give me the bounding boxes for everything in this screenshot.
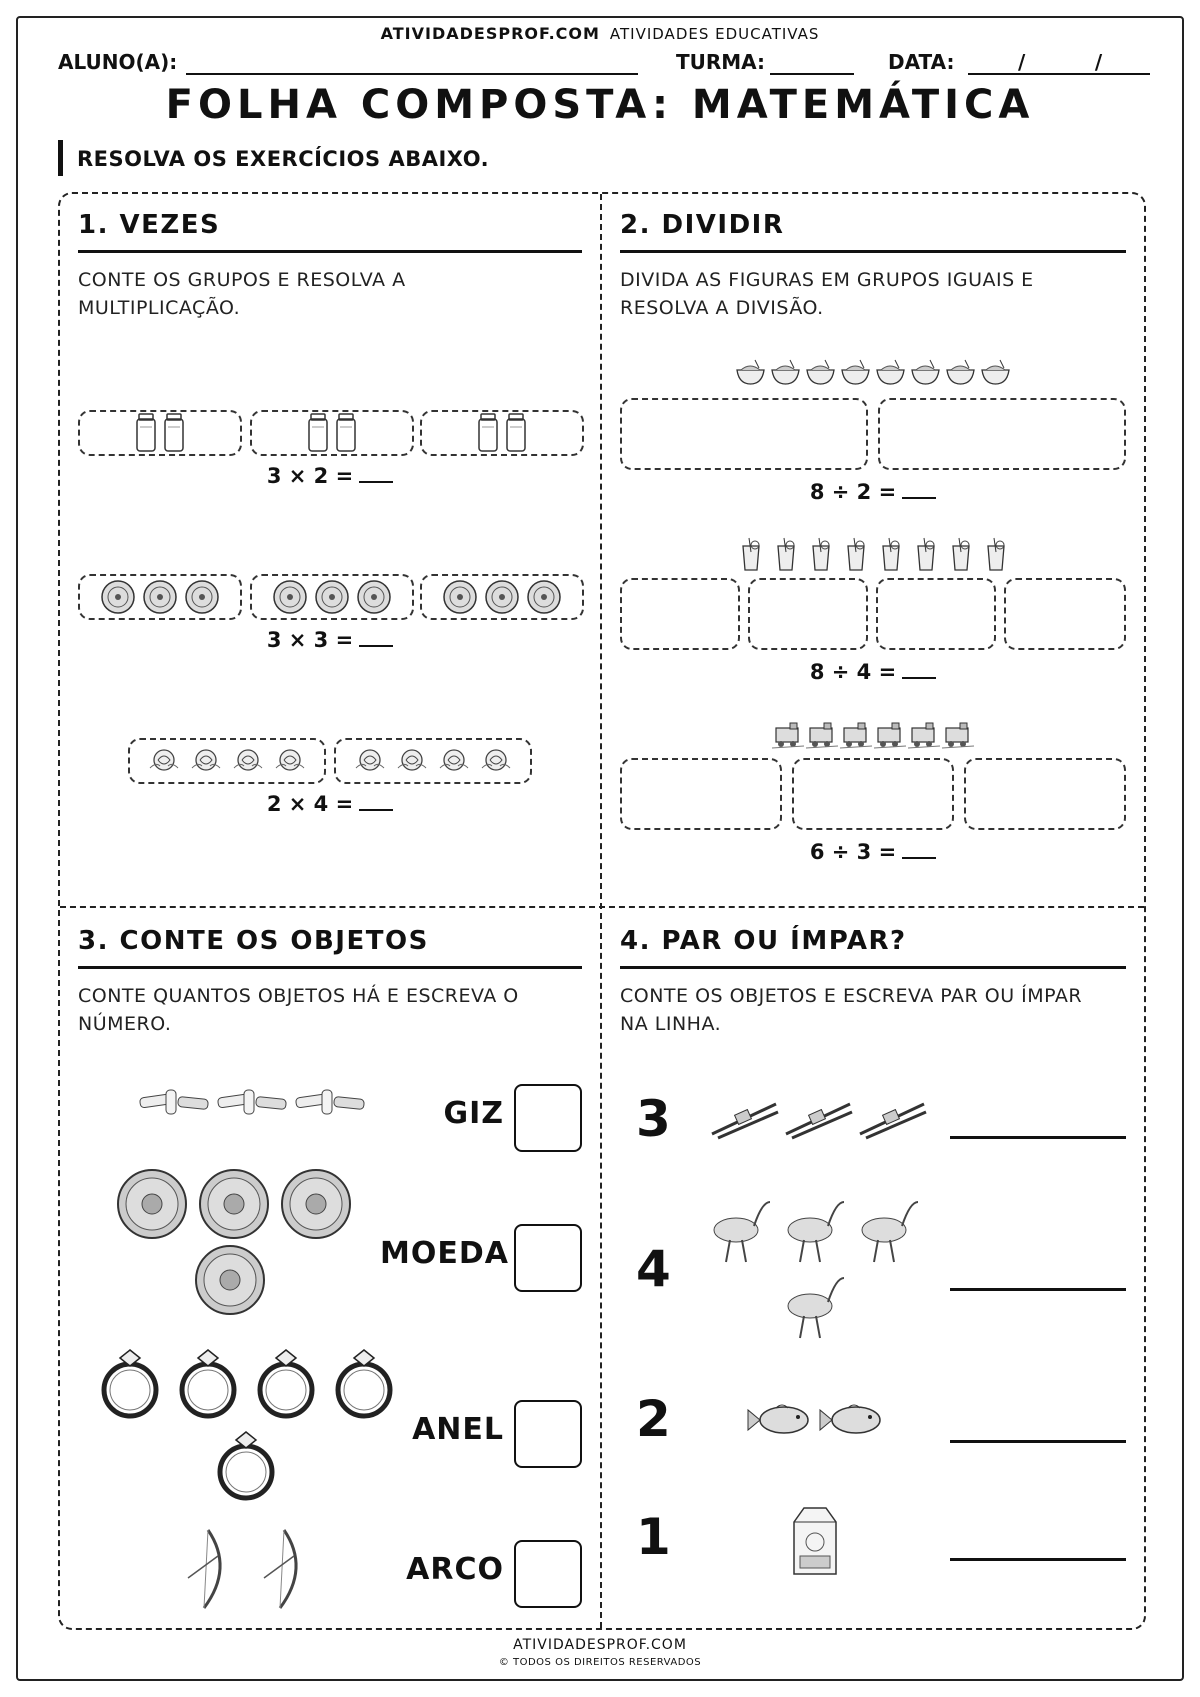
wheel-icon [142, 579, 178, 615]
horizontal-divider [60, 906, 1144, 908]
equation-text: 2 × 4 = [266, 792, 354, 816]
par-impar-line[interactable] [950, 1136, 1126, 1139]
bowl-icon [770, 356, 801, 388]
rose-icon [394, 746, 430, 776]
section-4-title: 4. PAR OU ÍMPAR? [620, 926, 907, 956]
site-header [0, 24, 1200, 43]
section-2-title: 2. DIVIDIR [620, 210, 785, 240]
section-1-desc-line-2: MULTIPLICAÇÃO. [78, 297, 241, 319]
wheel-icon [356, 579, 392, 615]
coins-group [116, 1168, 352, 1316]
coin-icon [200, 1170, 268, 1238]
giz-label: GIZ [443, 1096, 504, 1131]
par-impar-line[interactable] [950, 1440, 1126, 1443]
bowl-icon [735, 356, 766, 388]
arco-label: ARCO [406, 1552, 504, 1587]
juice-glass-icon [775, 538, 797, 572]
par-impar-line[interactable] [950, 1288, 1126, 1291]
bow-icon [264, 1530, 296, 1608]
turma-label: TURMA: [676, 50, 766, 74]
juice-glass-icon [810, 538, 832, 572]
bowl-icon [945, 356, 976, 388]
wheel-icon [484, 579, 520, 615]
date-slashes: / / [1018, 50, 1103, 74]
data-label: DATA: [888, 50, 955, 74]
section-3-title: 3. CONTE OS OBJETOS [78, 926, 429, 956]
train-icon [840, 720, 872, 750]
answer-blank[interactable] [359, 809, 393, 811]
bowl-icon [980, 356, 1011, 388]
count-number: 1 [636, 1508, 671, 1566]
equation-text: 8 ÷ 4 = [809, 660, 897, 684]
moeda-answer-box[interactable] [514, 1224, 582, 1292]
rose-icon [352, 746, 388, 776]
chalk-group [138, 1088, 368, 1118]
par-impar-line[interactable] [950, 1558, 1126, 1561]
ostrich-icon [788, 1278, 844, 1338]
section-3-rule [78, 966, 582, 969]
section-4-description [620, 982, 1082, 1038]
division-box[interactable] [620, 398, 868, 470]
section-2-desc-line-2: RESOLVA A DIVISÃO. [620, 297, 824, 319]
bowl-icon [840, 356, 871, 388]
equation-2 [78, 628, 582, 652]
ostrich-icon [788, 1202, 844, 1262]
group-box [334, 738, 532, 784]
aluno-field[interactable] [186, 73, 638, 75]
juice-glass-icon [740, 538, 762, 572]
jar-icon [163, 413, 185, 453]
coin-icon [196, 1246, 264, 1314]
giz-answer-box[interactable] [514, 1084, 582, 1152]
answer-blank[interactable] [902, 677, 936, 679]
train-icon [874, 720, 906, 750]
footer-site: ATIVIDADESPROF.COM [513, 1637, 687, 1653]
ski-icon [708, 1098, 780, 1140]
juice-glass-icon [985, 538, 1007, 572]
section-3-desc-line-1: CONTE QUANTOS OBJETOS HÁ E ESCREVA O [78, 985, 519, 1007]
fish-icon [818, 1400, 888, 1440]
equation-text: 3 × 3 = [266, 628, 354, 652]
answer-blank[interactable] [359, 481, 393, 483]
ski-icon [782, 1098, 854, 1140]
wheel-icon [314, 579, 350, 615]
equation-4 [620, 480, 1126, 504]
section-4-desc-line-1: CONTE OS OBJETOS E ESCREVA PAR OU ÍMPAR [620, 985, 1083, 1007]
train-icon [772, 720, 804, 750]
ostrich-icon [714, 1202, 770, 1262]
rose-icon [272, 746, 308, 776]
ski-group [708, 1098, 928, 1140]
answer-blank[interactable] [902, 857, 936, 859]
equation-text: 8 ÷ 2 = [809, 480, 897, 504]
bowl-icon [875, 356, 906, 388]
count-number: 3 [636, 1090, 671, 1148]
equation-1 [78, 464, 582, 488]
wheel-icon [100, 579, 136, 615]
section-1-title: 1. VEZES [78, 210, 221, 240]
section-3-description [78, 982, 519, 1038]
arco-answer-box[interactable] [514, 1540, 582, 1608]
rose-icon [146, 746, 182, 776]
items-row [620, 538, 1126, 576]
section-2-desc-line-1: DIVIDA AS FIGURAS EM GRUPOS IGUAIS E [620, 269, 1034, 291]
rings-group [96, 1350, 396, 1510]
juice-glass-icon [845, 538, 867, 572]
section-2-rule [620, 250, 1126, 253]
ring-icon [260, 1350, 312, 1416]
instruction: RESOLVA OS EXERCÍCIOS ABAIXO. [58, 140, 489, 176]
train-icon [942, 720, 974, 750]
anel-label: ANEL [412, 1412, 504, 1447]
wheel-icon [526, 579, 562, 615]
fish-icon [746, 1400, 816, 1440]
wheel-icon [184, 579, 220, 615]
rose-icon [436, 746, 472, 776]
ostrich-icon [862, 1202, 918, 1262]
group-box [420, 410, 584, 456]
equation-text: 6 ÷ 3 = [809, 840, 897, 864]
ostrich-group [710, 1196, 930, 1342]
juice-glass-icon [915, 538, 937, 572]
wheel-icon [442, 579, 478, 615]
chalk-icon [216, 1088, 290, 1118]
turma-field[interactable] [770, 73, 854, 75]
train-icon [908, 720, 940, 750]
section-2-description [620, 266, 1034, 322]
coin-icon [118, 1170, 186, 1238]
answer-blank[interactable] [359, 645, 393, 647]
jar-icon [135, 413, 157, 453]
rose-icon [188, 746, 224, 776]
equation-5 [620, 660, 1126, 684]
site-tagline: ATIVIDADES EDUCATIVAS [609, 25, 820, 43]
answer-blank[interactable] [902, 497, 936, 499]
jar-icon [307, 413, 329, 453]
ring-icon [220, 1432, 272, 1498]
page-title: FOLHA COMPOSTA: MATEMÁTICA [165, 82, 1035, 128]
aluno-label: ALUNO(A): [58, 50, 178, 74]
equation-3 [78, 792, 582, 816]
wheel-icon [272, 579, 308, 615]
division-box[interactable] [1004, 578, 1126, 650]
footer-rights: © TODOS OS DIREITOS RESERVADOS [498, 1657, 702, 1668]
jar-icon [335, 413, 357, 453]
section-4-rule [620, 966, 1126, 969]
juice-glass-icon [950, 538, 972, 572]
section-1-desc-line-1: CONTE OS GRUPOS E RESOLVA A [78, 269, 406, 291]
ring-icon [338, 1350, 390, 1416]
division-box[interactable] [876, 578, 996, 650]
anel-answer-box[interactable] [514, 1400, 582, 1468]
rose-icon [478, 746, 514, 776]
count-number: 4 [636, 1240, 671, 1298]
division-box[interactable] [878, 398, 1126, 470]
train-icon [806, 720, 838, 750]
division-box[interactable] [964, 758, 1126, 830]
juice-glass-icon [880, 538, 902, 572]
equation-text: 3 × 2 = [266, 464, 354, 488]
group-box [250, 410, 414, 456]
section-1-description [78, 266, 406, 322]
milk-carton-icon [788, 1506, 842, 1576]
division-box[interactable] [620, 578, 740, 650]
equation-6 [620, 840, 1126, 864]
vertical-divider [600, 194, 602, 1628]
chalk-icon [294, 1088, 368, 1118]
section-4-desc-line-2: NA LINHA. [620, 1013, 722, 1035]
division-box[interactable] [748, 578, 868, 650]
count-number: 2 [636, 1390, 671, 1448]
coin-icon [282, 1170, 350, 1238]
bows-group [184, 1528, 304, 1610]
group-box [128, 738, 326, 784]
jar-icon [477, 413, 499, 453]
ring-icon [104, 1350, 156, 1416]
bowl-icon [805, 356, 836, 388]
jar-icon [505, 413, 527, 453]
items-row [620, 720, 1126, 754]
division-box[interactable] [792, 758, 954, 830]
items-row [620, 356, 1126, 394]
group-box [420, 574, 584, 620]
chalk-icon [138, 1088, 212, 1118]
bow-icon [188, 1530, 220, 1608]
division-box[interactable] [620, 758, 782, 830]
fish-group [746, 1400, 888, 1440]
site-name: ATIVIDADESPROF.COM [380, 24, 600, 43]
moeda-label: MOEDA [380, 1236, 509, 1271]
group-box [250, 574, 414, 620]
section-1-rule [78, 250, 582, 253]
group-box [78, 574, 242, 620]
rose-icon [230, 746, 266, 776]
bowl-icon [910, 356, 941, 388]
ski-icon [856, 1098, 928, 1140]
section-3-desc-line-2: NÚMERO. [78, 1013, 172, 1035]
group-box [78, 410, 242, 456]
ring-icon [182, 1350, 234, 1416]
